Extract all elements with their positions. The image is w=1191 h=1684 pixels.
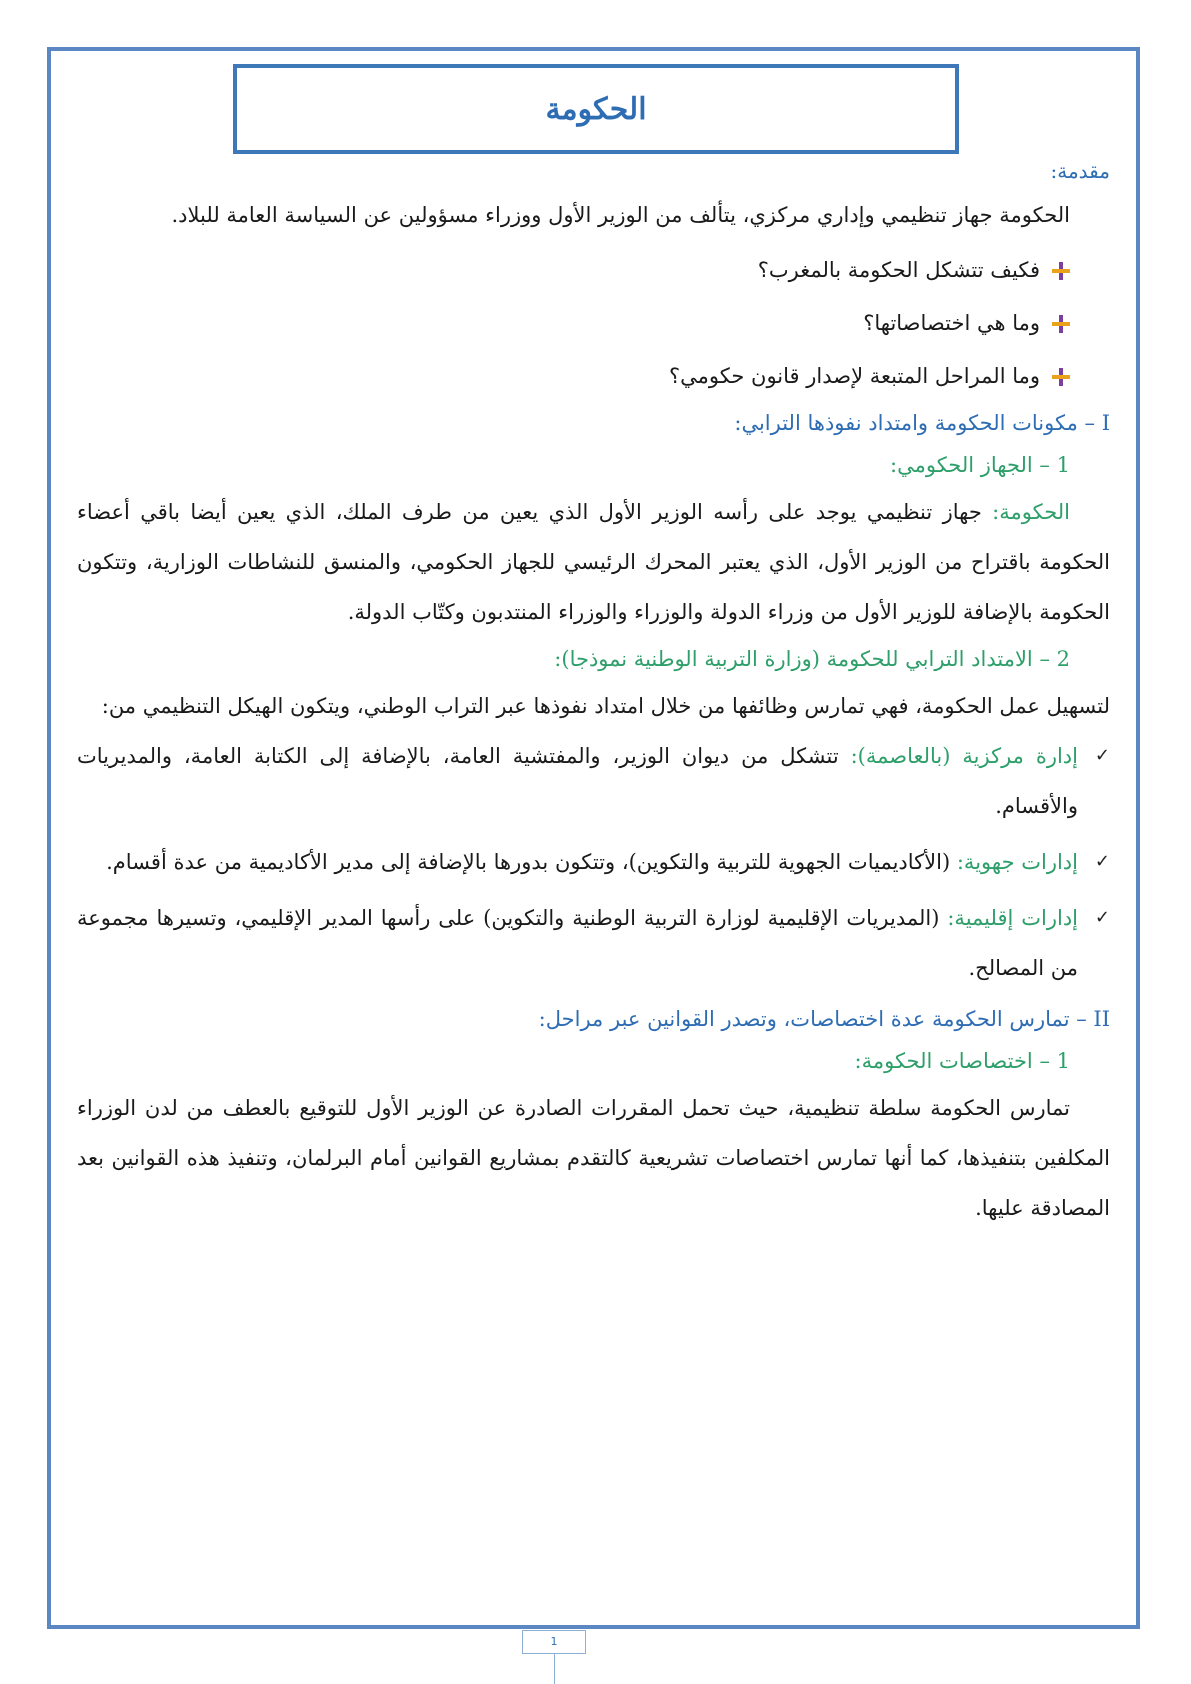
checkmark-icon: ✓ [1094, 851, 1110, 872]
list-item [77, 837, 1110, 887]
page-number-connector [554, 1654, 555, 1684]
list-item [77, 350, 1070, 403]
list-item-text [77, 893, 1078, 993]
term-label: إدارة مركزية (بالعاصمة): [850, 744, 1078, 768]
subsection-heading: 2 – الامتداد الترابي للحكومة (وزارة التربية الوطنية نموذجا): [554, 647, 1070, 671]
item-description: (الأكاديميات الجهوية للتربية والتكوين)، وتتكون بدورها بالإضافة إلى مدير الأكاديمية من عدة أقسام. [106, 850, 957, 874]
checkmark-icon: ✓ [1094, 745, 1110, 766]
question-list [77, 244, 1110, 403]
question-text: وما هي اختصاصاتها؟ [863, 311, 1040, 335]
paragraph: تمارس الحكومة سلطة تنظيمية، حيث تحمل المقررات الصادرة عن الوزير الأول للتوقيع بالعطف من لدن الوزراء المكلفين بتنفيذها، كما أنها تمارس اختصاصات تشريعية كالتقدم بمشاريع القوانين أمام البرلمان، وتنفيذ هذه القوانين بعد المصادقة عليها. [77, 1096, 1110, 1220]
page-number: 1 [522, 1630, 586, 1654]
paragraph: لتسهيل عمل الحكومة، فهي تمارس وظائفها من خلال امتداد نفوذها عبر التراب الوطني، ويتكون الهيكل التنظيمي من: [101, 694, 1110, 718]
question-text: فكيف تتشكل الحكومة بالمغرب؟ [757, 258, 1040, 282]
checkmark-icon: ✓ [1094, 907, 1110, 928]
paragraph [77, 487, 1110, 637]
plus-bullet-icon [1052, 368, 1070, 386]
list-item [77, 893, 1110, 993]
plus-bullet-icon [1052, 262, 1070, 280]
list-item [77, 297, 1070, 350]
term-label: إدارات إقليمية: [947, 906, 1079, 930]
check-list [77, 731, 1110, 993]
list-item [77, 731, 1110, 831]
intro-label: مقدمة: [1050, 159, 1110, 183]
question-text: وما المراحل المتبعة لإصدار قانون حكومي؟ [669, 364, 1040, 388]
term-label: إدارات جهوية: [956, 850, 1078, 874]
title-box [233, 64, 959, 154]
page-title: الحكومة [545, 91, 647, 127]
intro-paragraph: الحكومة جهاز تنظيمي وإداري مركزي، يتألف من الوزير الأول ووزراء مسؤولين عن السياسة العامة للبلاد. [171, 203, 1070, 227]
paragraph-text: جهاز تنظيمي يوجد على رأسه الوزير الأول الذي يعين من طرف الملك، الذي يعين أيضا باقي أعضاء الحكومة باقتراح من الوزير الأول، الذي يعتبر المحرك الرئيسي للجهاز الحكومي، والمنسق للنشاطات الوزارية، وتتكون الحكومة بالإضافة للوزير الأول من وزراء الدولة والوزراء والوزراء المنتدبون وكتّاب الدولة. [77, 500, 1110, 624]
subsection-heading: 1 – الجهاز الحكومي: [890, 453, 1070, 477]
document-body [77, 156, 1110, 1233]
list-item [77, 244, 1070, 297]
section-heading: II – تمارس الحكومة عدة اختصاصات، وتصدر القوانين عبر مراحل: [538, 1007, 1110, 1031]
section-heading: I – مكونات الحكومة وامتداد نفوذها الترابي: [734, 411, 1110, 435]
term-label: الحكومة: [992, 500, 1070, 524]
item-description: (المديريات الإقليمية لوزارة التربية الوطنية والتكوين) على رأسها المدير الإقليمي، وتسيرها مجموعة من المصالح. [77, 906, 1078, 980]
subsection-heading: 1 – اختصاصات الحكومة: [854, 1049, 1070, 1073]
list-item-text [77, 837, 1078, 887]
plus-bullet-icon [1052, 315, 1070, 333]
list-item-text [77, 731, 1078, 831]
item-description: تتشكل من ديوان الوزير، والمفتشية العامة، بالإضافة إلى الكتابة العامة، والمديريات والأقسام. [77, 744, 1078, 818]
